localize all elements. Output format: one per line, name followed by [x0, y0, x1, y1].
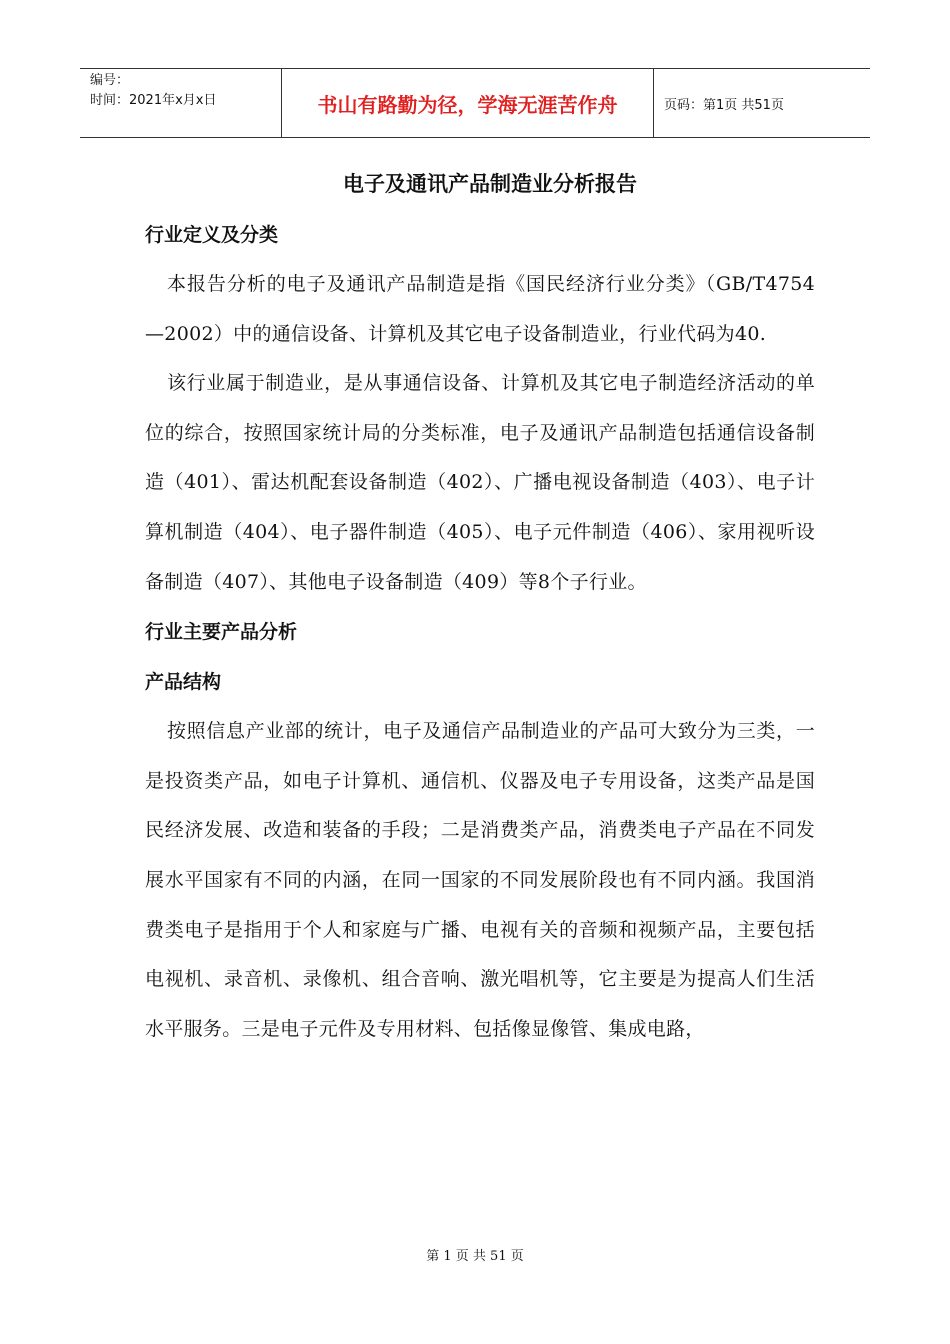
paragraph-product-structure: 按照信息产业部的统计，电子及通信产品制造业的产品可大致分为三类，一是投资类产品，如电子计算机、通信机、仪器及电子专用设备，这类产品是国民经济发展、改造和装备的手段；二是消费类产品，消费类电子产品在不同发展水平国家有不同的内涵，在同一国家的不同发展阶段也有不同内涵。我国消费类电子是指用于个人和家庭与广播、电视有关的音频和视频产品，主要包括电视机、录音机、录像机、组合音响、激光唱机等，它主要是为提高人们生活水平服务。三是电子元件及专用材料、包括像显像管、集成电路， — [145, 720, 815, 1040]
header-page-info — [654, 69, 870, 137]
section-heading-definition: 行业定义及分类 — [145, 224, 279, 246]
subsection-heading-structure: 产品结构 — [145, 671, 222, 694]
page-info-text: 页码：第1页 共51页 — [664, 97, 784, 113]
page-footer: 第 1 页 共 51 页 — [426, 1249, 524, 1264]
document-title: 电子及通讯产品制造业分析报告 — [343, 172, 637, 196]
number-label: 编号： — [90, 73, 130, 88]
time-label: 时间：2021年x月x日 — [90, 93, 217, 108]
document-body — [145, 158, 815, 1054]
section-heading-products: 行业主要产品分析 — [145, 621, 298, 644]
paragraph-definition: 本报告分析的电子及通讯产品制造是指《国民经济行业分类》（GB/T4754—2002）中的通信设备、计算机及其它电子设备制造业，行业代码为40. — [145, 273, 815, 345]
header-meta — [80, 69, 282, 137]
header-motto-cell — [282, 69, 654, 137]
page-header — [80, 68, 870, 138]
motto-text: 书山有路勤为径，学海无涯苦作舟 — [317, 92, 618, 117]
paragraph-classification: 该行业属于制造业，是从事通信设备、计算机及其它电子制造经济活动的单位的综合，按照国家统计局的分类标准，电子及通讯产品制造包括通信设备制造（401）、雷达机配套设备制造（402）、广播电视设备制造（403）、电子计算机制造（404）、电子器件制造（405）、电子元件制造（406）、家用视听设备制造（407）、其他电子设备制造（409）等8个子行业。 — [145, 372, 815, 593]
